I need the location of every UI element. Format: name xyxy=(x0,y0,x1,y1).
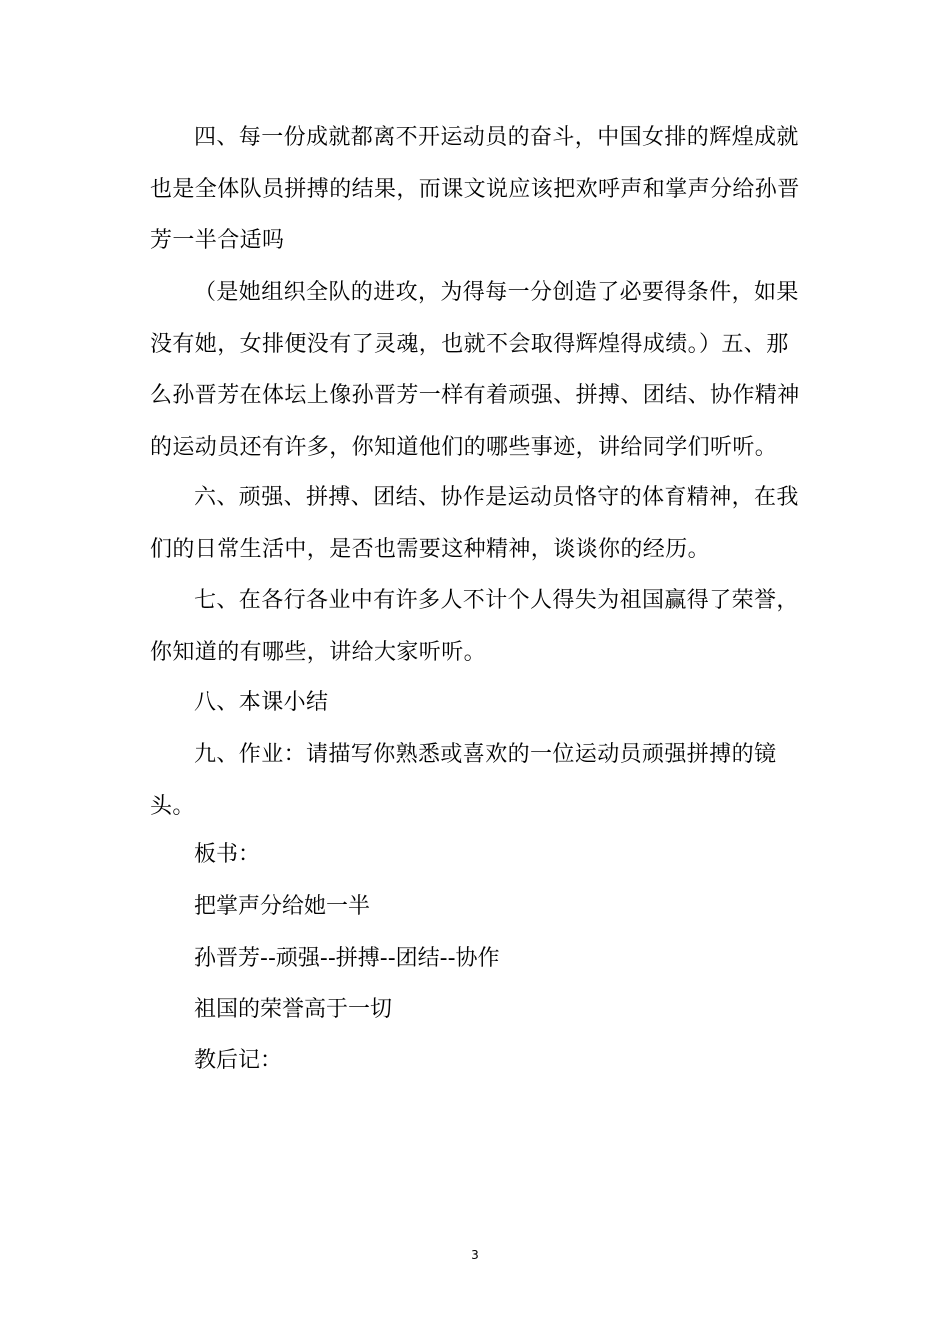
paragraph-homework: 九、作业：请描写你熟悉或喜欢的一位运动员顽强拼搏的镜头。 xyxy=(150,742,777,819)
board-line: 祖国的荣誉高于一切 xyxy=(194,997,393,1022)
paragraph-question-four: 四、每一份成就都离不开运动员的奋斗，中国女排的辉煌成就也是全体队员拼搏的结果，而课文说应该把欢呼声和掌声分给孙晋芳一半合适吗 xyxy=(150,125,800,253)
afterword-label: 教后记： xyxy=(194,1048,283,1073)
board-heading: 板书： xyxy=(194,842,261,867)
board-line: 孙晋芳--顽强--拼搏--团结--协作 xyxy=(194,946,500,971)
paragraph-lesson-summary: 八、本课小结 xyxy=(194,690,329,715)
board-line: 把掌声分给她一半 xyxy=(194,894,371,919)
paragraph-answer-and-question-five: （是她组织全队的进攻，为得每一分创造了必要得条件，如果没有她，女排便没有了灵魂，也就不会取得辉煌得成绩。）五、那么孙晋芳在体坛上像孙晋芳一样有着顽强、拼搏、团结、协作精神的运动员还有许多，你知道他们的哪些事迹，讲给同学们听听。 xyxy=(150,280,800,460)
paragraph-question-six: 六、顽强、拼搏、团结、协作是运动员恪守的体育精神，在我们的日常生活中，是否也需要这种精神，谈谈你的经历。 xyxy=(150,485,799,562)
page-number: 3 xyxy=(471,1248,479,1262)
paragraph-question-seven: 七、在各行各业中有许多人不计个人得失为祖国赢得了荣誉，你知道的有哪些，讲给大家听听。 xyxy=(150,588,799,665)
